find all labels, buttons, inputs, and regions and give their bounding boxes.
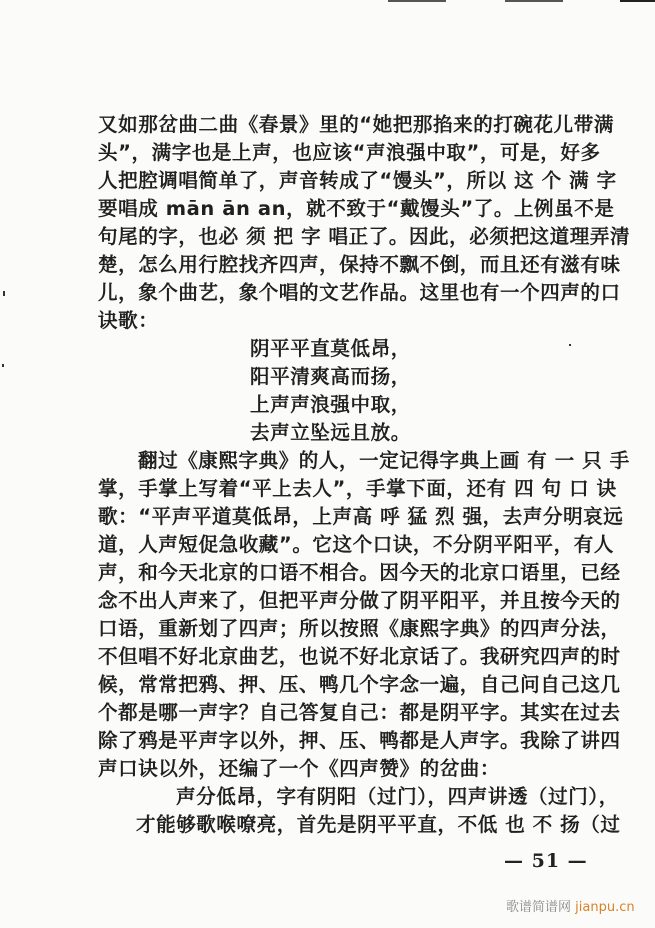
scan-edge-mark	[505, 0, 563, 2]
text-line: 不但唱不好北京曲艺，也说不好北京话了。我研究四声的时	[98, 645, 621, 668]
text-line: 口语，重新划了四声；所以按照《康熙字典》的四声分法，	[98, 617, 621, 640]
poem-line: 阴平平直莫低昂，	[250, 337, 411, 360]
page-number: — 51 —	[504, 850, 588, 872]
watermark-domain: jianpu.cn	[575, 900, 635, 915]
text-line: 掌，手掌上写着“平上去人”，手掌下面，还有 四 句 口 诀	[98, 477, 617, 500]
page-body	[98, 111, 631, 839]
text-line: 楚，怎么用行腔找齐四声，保持不飘不倒，而且还有滋有味	[98, 253, 621, 276]
text-line: 又如那岔曲二曲《春景》里的“她把那掐来的打碗花儿带满	[98, 113, 614, 136]
text-line: 人把腔调唱简单了，声音转成了“馒头”，所以 这 个 满 字	[98, 169, 617, 192]
song-line: 才能够歌喉嘹亮，首先是阴平平直，不低 也 不 扬（过	[136, 813, 621, 836]
text-line: 歌：“平声平道莫低昂，上声高 呼 猛 烈 强，去声分明哀远	[98, 505, 624, 528]
text-line: 要唱成 mān ān an，就不致于“戴馒头”了。上例虽不是	[98, 197, 615, 220]
text-line: 除了鸦是平声字以外，押、压、鸭都是人声字。我除了讲四	[98, 729, 621, 752]
scan-speck	[3, 291, 5, 296]
watermark	[506, 896, 635, 915]
text-line: 儿，象个曲艺，象个唱的文艺作品。这里也有一个四声的口	[98, 281, 621, 304]
scan-edge-mark	[620, 0, 655, 2]
text-line: 念不出人声来了，但把平声分做了阴平阳平，并且按今天的	[98, 589, 621, 612]
scan-edge-mark	[388, 0, 446, 2]
text-line: 头”，满字也是上声，也应该“声浪强中取”，可是，好多	[98, 141, 601, 164]
text-line: 候，常常把鸦、押、压、鸭几个字念一遍，自己问自己这几	[98, 673, 621, 696]
text-line: 个都是哪一声字？自己答复自己：都是阴平字。其实在过去	[98, 701, 621, 724]
text-line: 诀歌：	[98, 309, 159, 332]
text-line: 声，和今天北京的口语不相合。因今天的北京口语里，已经	[98, 561, 621, 584]
scan-speck	[2, 364, 4, 367]
text-line: 翻过《康熙字典》的人，一定记得字典上画 有 一 只 手	[138, 449, 630, 472]
watermark-site-name: 歌谱简谱网	[506, 900, 572, 915]
song-line: 声分低昂，字有阴阳（过门），四声讲透（过门），	[176, 785, 619, 808]
poem-line: 上声声浪强中取，	[250, 393, 411, 416]
poem-line: 阳平清爽高而扬，	[250, 365, 411, 388]
text-line: 道，人声短促急收藏”。它这个口诀，不分阴平阳平，有人	[98, 533, 614, 556]
text-line: 句尾的字，也必 须 把 字 唱正了。因此，必须把这道理弄清	[98, 225, 631, 248]
text-line: 声口诀以外，还编了一个《四声赞》的岔曲：	[98, 757, 501, 780]
poem-line: 去声立坠远且放。	[250, 421, 411, 444]
